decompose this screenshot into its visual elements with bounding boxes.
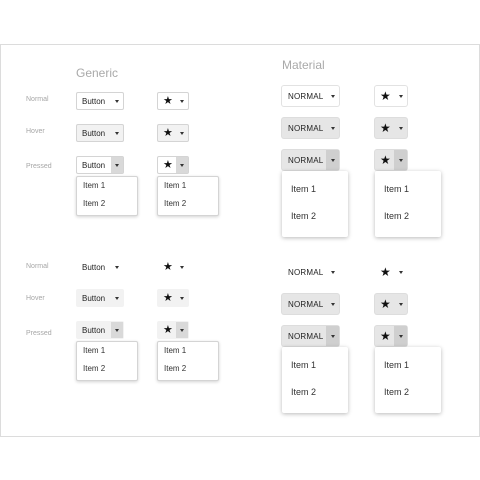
dropdown-arrow[interactable]: [176, 93, 188, 109]
button-label: Button: [82, 325, 106, 335]
menu-item[interactable]: Item 1: [83, 346, 106, 355]
menu-item[interactable]: Item 1: [83, 181, 106, 190]
menu-item[interactable]: Item 2: [164, 364, 187, 373]
section-title-generic: Generic: [76, 66, 119, 80]
generic-star-button-normal[interactable]: [157, 92, 189, 110]
chevron-down-icon: [331, 271, 335, 274]
dropdown-arrow[interactable]: [111, 157, 123, 173]
dropdown-arrow[interactable]: [176, 259, 188, 275]
dropdown-arrow[interactable]: [111, 125, 123, 141]
chevron-down-icon: [399, 159, 403, 162]
chevron-down-icon: [399, 95, 403, 98]
star-icon: ★: [380, 121, 391, 135]
chevron-down-icon: [115, 132, 119, 135]
button-label: Button: [82, 293, 106, 303]
button-label: Button: [82, 160, 106, 170]
chevron-down-icon: [331, 335, 335, 338]
chevron-down-icon: [115, 329, 119, 332]
generic-flat-star-button-pressed[interactable]: [157, 321, 189, 339]
generic-split-button-normal[interactable]: [76, 92, 124, 110]
menu-item[interactable]: Item 2: [83, 199, 106, 208]
dropdown-arrow[interactable]: [176, 290, 188, 306]
chevron-down-icon: [331, 95, 335, 98]
dropdown-arrow[interactable]: [176, 322, 188, 338]
chevron-down-icon: [331, 303, 335, 306]
chevron-down-icon: [399, 271, 403, 274]
dropdown-arrow[interactable]: [176, 125, 188, 141]
star-icon: ★: [380, 329, 391, 343]
star-icon: ★: [380, 297, 391, 311]
chevron-down-icon: [399, 303, 403, 306]
generic-flat-split-button-normal[interactable]: [76, 258, 124, 276]
generic-flat-split-button-pressed[interactable]: [76, 321, 124, 339]
generic-flat-dropdown-menu: [76, 341, 138, 381]
menu-item[interactable]: Item 2: [384, 211, 410, 221]
generic-split-button-hover[interactable]: [76, 124, 124, 142]
material-flat-dropdown-menu: [282, 347, 348, 413]
material-flat-split-button-normal[interactable]: [282, 262, 339, 282]
dropdown-arrow[interactable]: [394, 262, 407, 282]
dropdown-arrow[interactable]: [326, 262, 339, 282]
material-flat-split-button-hover[interactable]: [282, 294, 339, 314]
state-label-normal: Normal: [26, 96, 49, 103]
menu-item[interactable]: Item 1: [291, 184, 317, 194]
chevron-down-icon: [180, 266, 184, 269]
chevron-down-icon: [115, 297, 119, 300]
star-icon: ★: [163, 94, 173, 107]
material-split-button-hover[interactable]: [282, 118, 339, 138]
chevron-down-icon: [115, 164, 119, 167]
dropdown-arrow[interactable]: [111, 93, 123, 109]
star-icon: ★: [163, 260, 173, 273]
generic-flat-star-button-normal[interactable]: [157, 258, 189, 276]
button-label: NORMAL: [288, 267, 324, 277]
menu-item[interactable]: Item 1: [384, 360, 410, 370]
button-label: NORMAL: [288, 299, 324, 309]
state-label-pressed: Pressed: [26, 330, 52, 337]
menu-item[interactable]: Item 1: [164, 181, 187, 190]
button-label: Button: [82, 262, 106, 272]
button-label: NORMAL: [288, 91, 324, 101]
menu-item[interactable]: Item 1: [384, 184, 410, 194]
chevron-down-icon: [180, 100, 184, 103]
dropdown-arrow[interactable]: [394, 86, 407, 106]
button-label: Button: [82, 96, 106, 106]
star-icon: ★: [163, 158, 173, 171]
generic-star-dropdown-menu: [157, 176, 219, 216]
chevron-down-icon: [115, 266, 119, 269]
state-label-pressed: Pressed: [26, 163, 52, 170]
state-label-hover: Hover: [26, 295, 45, 302]
material-flat-star-dropdown-menu: [375, 347, 441, 413]
star-icon: ★: [163, 323, 173, 336]
dropdown-arrow[interactable]: [394, 118, 407, 138]
dropdown-arrow[interactable]: [326, 86, 339, 106]
button-label: NORMAL: [288, 123, 324, 133]
chevron-down-icon: [331, 127, 335, 130]
chevron-down-icon: [115, 100, 119, 103]
star-icon: ★: [380, 89, 391, 103]
button-label: NORMAL: [288, 331, 324, 341]
button-label: NORMAL: [288, 155, 324, 165]
menu-item[interactable]: Item 1: [164, 346, 187, 355]
chevron-down-icon: [180, 297, 184, 300]
chevron-down-icon: [180, 329, 184, 332]
star-icon: ★: [380, 265, 391, 279]
dropdown-arrow[interactable]: [394, 294, 407, 314]
menu-item[interactable]: Item 2: [291, 211, 317, 221]
generic-flat-star-button-hover[interactable]: [157, 289, 189, 307]
generic-flat-star-dropdown-menu: [157, 341, 219, 381]
dropdown-arrow[interactable]: [326, 150, 339, 170]
dropdown-arrow[interactable]: [111, 259, 123, 275]
material-flat-star-button-pressed[interactable]: [375, 326, 407, 346]
menu-item[interactable]: Item 2: [83, 364, 106, 373]
generic-star-button-hover[interactable]: [157, 124, 189, 142]
dropdown-arrow[interactable]: [326, 294, 339, 314]
menu-item[interactable]: Item 1: [291, 360, 317, 370]
material-star-button-hover[interactable]: [375, 118, 407, 138]
material-flat-star-button-hover[interactable]: [375, 294, 407, 314]
chevron-down-icon: [399, 127, 403, 130]
chevron-down-icon: [180, 164, 184, 167]
material-dropdown-menu: [282, 171, 348, 237]
star-icon: ★: [163, 126, 173, 139]
material-star-button-pressed[interactable]: [375, 150, 407, 170]
chevron-down-icon: [399, 335, 403, 338]
material-star-dropdown-menu: [375, 171, 441, 237]
menu-item[interactable]: Item 2: [164, 199, 187, 208]
section-title-material: Material: [282, 58, 325, 72]
dropdown-arrow[interactable]: [394, 326, 407, 346]
state-label-hover: Hover: [26, 128, 45, 135]
state-label-normal: Normal: [26, 263, 49, 270]
material-split-button-pressed[interactable]: [282, 150, 339, 170]
chevron-down-icon: [180, 132, 184, 135]
star-icon: ★: [380, 153, 391, 167]
chevron-down-icon: [331, 159, 335, 162]
generic-flat-split-button-hover[interactable]: [76, 289, 124, 307]
dropdown-arrow[interactable]: [176, 157, 188, 173]
generic-dropdown-menu: [76, 176, 138, 216]
dropdown-arrow[interactable]: [326, 326, 339, 346]
generic-star-button-pressed[interactable]: [157, 156, 189, 174]
dropdown-arrow[interactable]: [111, 322, 123, 338]
material-flat-star-button-normal[interactable]: [375, 262, 407, 282]
menu-item[interactable]: Item 2: [291, 387, 317, 397]
generic-split-button-pressed[interactable]: [76, 156, 124, 174]
material-flat-split-button-pressed[interactable]: [282, 326, 339, 346]
material-star-button-normal[interactable]: [375, 86, 407, 106]
material-split-button-normal[interactable]: [282, 86, 339, 106]
dropdown-arrow[interactable]: [111, 290, 123, 306]
dropdown-arrow[interactable]: [394, 150, 407, 170]
dropdown-arrow[interactable]: [326, 118, 339, 138]
menu-item[interactable]: Item 2: [384, 387, 410, 397]
star-icon: ★: [163, 291, 173, 304]
button-label: Button: [82, 128, 106, 138]
